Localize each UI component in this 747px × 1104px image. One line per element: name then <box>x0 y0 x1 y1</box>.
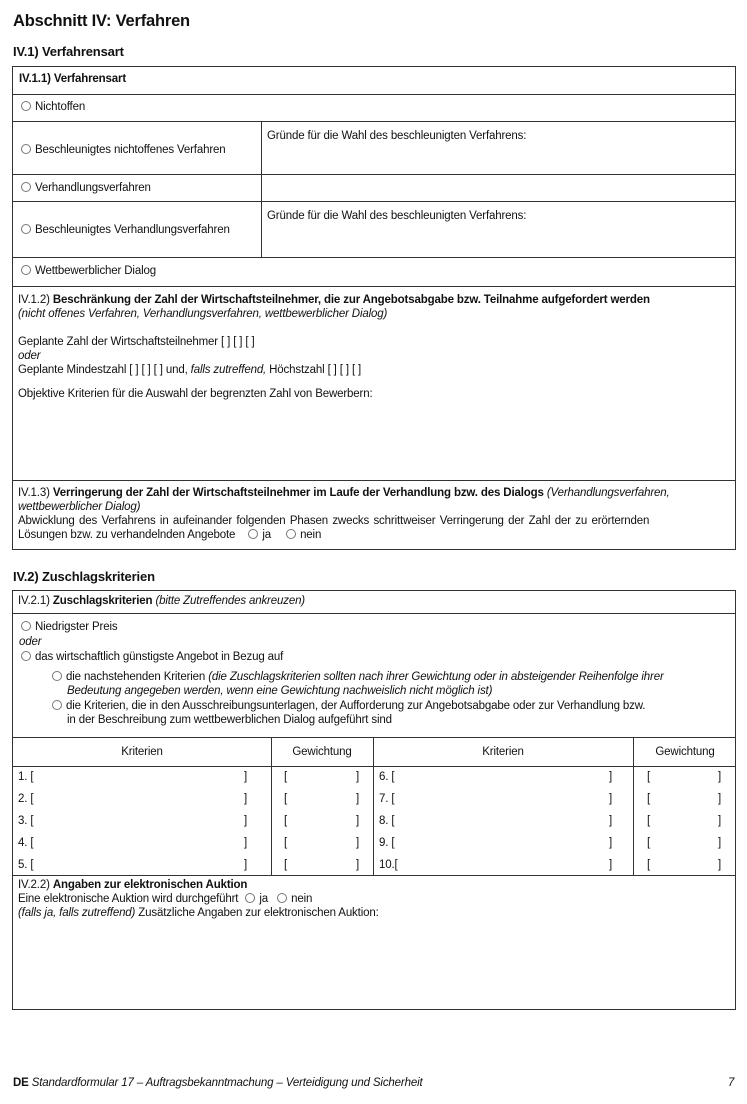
option-label: Beschleunigtes Verhandlungsverfahren <box>35 224 230 236</box>
criteria-label: Objektive Kriterien für die Auswahl der begrenzten Zahl von Bewerbern: <box>18 388 373 400</box>
planned-count-input[interactable]: [ ] [ ] [ ] <box>221 336 255 348</box>
iv13-section <box>13 480 735 551</box>
criterion-input[interactable]: 6. [ <box>379 771 395 783</box>
if-applicable-label: falls zutreffend, <box>190 364 267 376</box>
iv12-section <box>13 286 735 480</box>
radio-beschleunigt-nichtoffen[interactable] <box>21 144 31 154</box>
weight-input[interactable]: [ <box>647 771 651 783</box>
iv12-title: Beschränkung der Zahl der Wirtschaftsteilnehmer, die zur Angebotsabgabe bzw. Teilnahme aufgefordert werden <box>52 294 650 306</box>
column-header-weighting: Gewichtung <box>292 746 352 758</box>
listed-criteria-label: die nachstehenden Kriterien <box>66 671 206 683</box>
radio-wettbewerblicher-dialog[interactable] <box>21 265 31 275</box>
iv1-box <box>12 66 736 550</box>
listed-criteria-note: (die Zuschlagskriterien sollten nach ihrer Gewichtung oder in absteigender Reihenfolge ihrer <box>208 671 664 683</box>
option-row-verhandlungsverfahren <box>13 174 735 201</box>
table-row[interactable]: 5. [ ] [ ] 10.[ ] [ ] <box>13 854 735 876</box>
weight-input[interactable]: [ <box>284 837 288 849</box>
max-count-label: Höchstzahl <box>269 364 325 376</box>
min-count-input[interactable]: [ ] [ ] [ ] <box>129 364 163 376</box>
radio-most-economic[interactable] <box>21 651 31 661</box>
radio-nichtoffen[interactable] <box>21 101 31 111</box>
iv12-note: (nicht offenes Verfahren, Verhandlungsverfahren, wettbewerblicher Dialog) <box>18 308 388 320</box>
auction-note: (falls ja, falls zutreffend) <box>18 907 136 919</box>
weight-input[interactable]: [ <box>647 859 651 871</box>
criterion-input[interactable]: 10.[ <box>379 859 398 871</box>
reason-label: Gründe für die Wahl des beschleunigten Verfahrens: <box>267 210 527 222</box>
iv13-text-2: Lösungen bzw. zu verhandelnden Angebote <box>18 529 236 541</box>
option-label: Verhandlungsverfahren <box>35 182 151 194</box>
iv21-number: IV.2.1) <box>18 595 50 607</box>
iv12-number: IV.1.2) <box>18 294 50 306</box>
option-row-wettbewerblicher-dialog <box>13 257 735 286</box>
document-criteria-label: die Kriterien, die in den Ausschreibungsunterlagen, der Aufforderung zur Angebotsabgabe oder zur Verhandlung bzw. <box>66 700 646 712</box>
iv21-header-row <box>13 591 735 613</box>
criterion-input[interactable]: 9. [ <box>379 837 395 849</box>
column-header-criteria: Kriterien <box>482 746 524 758</box>
iv22-section <box>13 875 735 1009</box>
criterion-input[interactable]: 8. [ <box>379 815 395 827</box>
reason-label: Gründe für die Wahl des beschleunigten Verfahrens: <box>267 130 527 142</box>
option-row-beschleunigt-nichtoffen <box>13 121 735 174</box>
auction-additional-label: Zusätzliche Angaben zur elektronischen Auktion: <box>138 907 379 919</box>
weight-input[interactable]: [ <box>284 793 288 805</box>
option-label: Beschleunigtes nichtoffenes Verfahren <box>35 144 226 156</box>
criterion-input[interactable]: 3. [ <box>18 815 34 827</box>
footer <box>13 1077 423 1089</box>
iv2-heading: IV.2) Zuschlagskriterien <box>13 569 155 584</box>
and-label: und, <box>165 364 188 376</box>
or-label: oder <box>18 350 41 362</box>
table-row[interactable]: 3. [ ] [ ] 8. [ ] [ ] <box>13 810 735 832</box>
table-row[interactable]: 4. [ ] [ ] 9. [ ] [ ] <box>13 832 735 854</box>
criterion-input[interactable]: 7. [ <box>379 793 395 805</box>
planned-count-label: Geplante Zahl der Wirtschaftsteilnehmer <box>18 336 218 348</box>
criterion-input[interactable]: 2. [ <box>18 793 34 805</box>
yes-label: ja <box>259 893 269 905</box>
iv13-text: Abwicklung des Verfahrens in aufeinander folgenden Phasen zwecks schrittweiser Verringerung der Zahl der zu erörternden <box>18 515 650 527</box>
listed-criteria-note-cont: Bedeutung angegeben werden, wenn eine Gewichtung nachweislich nicht möglich ist) <box>67 685 493 697</box>
min-count-label: Geplante Mindestzahl <box>18 364 127 376</box>
iv13-note: (Verhandlungsverfahren, <box>546 487 670 499</box>
criteria-table <box>13 737 735 875</box>
iv2-box <box>12 590 736 1010</box>
iv13-title: Verringerung der Zahl der Wirtschaftsteilnehmer im Laufe der Verhandlung bzw. des Dialogs <box>52 487 544 499</box>
document-criteria-label-cont: in der Beschreibung zum wettbewerblichen Dialog aufgeführt sind <box>67 714 392 726</box>
iv13-note-cont: wettbewerblicher Dialog) <box>18 501 141 513</box>
iv1-heading: IV.1) Verfahrensart <box>13 44 124 59</box>
most-economic-label: das wirtschaftlich günstigste Angebot in Bezug auf <box>35 651 284 663</box>
radio-listed-criteria[interactable] <box>52 671 62 681</box>
criterion-input[interactable]: 5. [ <box>18 859 34 871</box>
section-title: Abschnitt IV: Verfahren <box>13 12 190 30</box>
weight-input[interactable]: [ <box>284 771 288 783</box>
iv22-title: Angaben zur elektronischen Auktion <box>52 879 248 891</box>
iv21-note: (bitte Zutreffendes ankreuzen) <box>155 595 305 607</box>
auction-question: Eine elektronische Auktion wird durchgeführt <box>18 893 239 905</box>
weight-input[interactable]: [ <box>647 793 651 805</box>
iv11-title: IV.1.1) Verfahrensart <box>19 73 127 85</box>
weight-input[interactable]: [ <box>647 815 651 827</box>
lowest-price-label: Niedrigster Preis <box>35 621 118 633</box>
radio-auction-no[interactable] <box>277 893 287 903</box>
weight-input[interactable]: [ <box>284 815 288 827</box>
or-label: oder <box>19 636 42 648</box>
radio-lowest-price[interactable] <box>21 621 31 631</box>
radio-iv13-no[interactable] <box>286 529 296 539</box>
iv21-options <box>13 613 735 737</box>
weight-input[interactable]: [ <box>284 859 288 871</box>
no-label: nein <box>291 893 313 905</box>
radio-beschleunigt-verhandlung[interactable] <box>21 224 31 234</box>
option-label: Wettbewerblicher Dialog <box>35 265 156 277</box>
option-row-beschleunigt-verhandlung <box>13 201 735 257</box>
iv22-number: IV.2.2) <box>18 879 50 891</box>
footer-text: Standardformular 17 – Auftragsbekanntmachung – Verteidigung und Sicherheit <box>31 1077 423 1089</box>
table-row[interactable]: 1. [ ] [ ] 6. [ ] [ ] <box>13 766 735 788</box>
max-count-input[interactable]: [ ] [ ] [ ] <box>327 364 362 376</box>
iv21-title: Zuschlagskriterien <box>52 595 153 607</box>
radio-document-criteria[interactable] <box>52 700 62 710</box>
column-header-weighting: Gewichtung <box>655 746 715 758</box>
column-header-criteria: Kriterien <box>121 746 163 758</box>
weight-input[interactable]: [ <box>647 837 651 849</box>
footer-lang: DE <box>13 1077 29 1089</box>
radio-iv13-yes[interactable] <box>248 529 258 539</box>
criterion-input[interactable]: 1. [ <box>18 771 34 783</box>
no-label: nein <box>300 529 322 541</box>
iv13-number: IV.1.3) <box>18 487 50 499</box>
radio-verhandlungsverfahren[interactable] <box>21 182 31 192</box>
option-label: Nichtoffen <box>35 101 86 113</box>
table-row[interactable]: 2. [ ] [ ] 7. [ ] [ ] <box>13 788 735 810</box>
option-row-nichtoffen[interactable] <box>13 94 735 121</box>
criterion-input[interactable]: 4. [ <box>18 837 34 849</box>
iv11-header-row <box>13 67 735 94</box>
page-number: 7 <box>728 1077 735 1089</box>
radio-auction-yes[interactable] <box>245 893 255 903</box>
yes-label: ja <box>262 529 272 541</box>
